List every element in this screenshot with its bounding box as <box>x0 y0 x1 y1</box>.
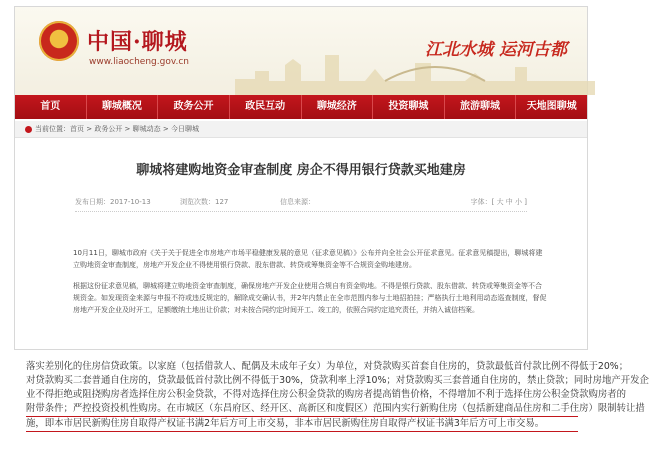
nav-item-home[interactable]: 首页 <box>15 95 87 119</box>
policy-line-underlined: 施，即本市居民新购住房自取得产权证书满2年后方可上市交易，非本市居民新购住房自取得产权证书满3年后方可上市交易。 <box>26 417 578 432</box>
policy-line-underlined: 附带条件；严控投资投机性购房。在市城区（东昌府区、经开区、高新区和度假区）范围内实行新购住房（包括新建商品住房和二手住房）限制转让措 <box>26 402 578 417</box>
info-source: 信息来源： <box>280 198 315 206</box>
policy-line: 落实差别化的住房信贷政策。以家庭（包括借款人、配偶及未成年子女）为单位，对贷款购买首套自住房的，贷款最低首付款比例不得低于20%； <box>26 361 629 372</box>
nav-item-tourism[interactable]: 旅游聊城 <box>445 95 517 119</box>
nav-item-overview[interactable]: 聊城概况 <box>87 95 159 119</box>
nav-item-investment[interactable]: 投资聊城 <box>373 95 445 119</box>
site-slogan: 江北水城 运河古都 <box>425 40 567 60</box>
article-paragraph-1: 10月11日，聊城市政府《关于关于促进全市房地产市场平稳健康发展的意见（征求意见稿）》公布并向全社会公开征求意见。征求意见稿提出，聊城将建立购地资金审查制度，房地产开发企业不得使用银行贷款、股东借款、转贷或筹集资金等不合规资金购地建房。 <box>73 249 543 269</box>
font-size-switcher[interactable]: 字体：[ 大 中 小 ] <box>470 198 527 206</box>
policy-text <box>26 360 649 432</box>
breadcrumb-text[interactable]: 当前位置：首页 > 政务公开 > 聊城动态 > 今日聊城 <box>35 125 199 133</box>
view-count: 浏览次数：127 <box>180 198 229 206</box>
site-banner <box>15 7 587 95</box>
article-title: 聊城将建购地资金审查制度 房企不得用银行贷款买地建房 <box>136 163 466 178</box>
publish-date: 发布日期：2017-10-13 <box>75 198 151 206</box>
location-pin-icon <box>25 126 32 133</box>
nav-item-economy[interactable]: 聊城经济 <box>302 95 374 119</box>
nav-item-interaction[interactable]: 政民互动 <box>230 95 302 119</box>
nav-item-map[interactable]: 天地图聊城 <box>526 101 577 112</box>
policy-line: 业不得拒绝或阻挠购房者选择住房公积金贷款，不得对选择住房公积金贷款的购房者提高销售价格，不得增加不利于选择住房公积金贷款购房者的 <box>26 389 627 400</box>
national-emblem-icon <box>39 21 79 61</box>
nav-item-government-affairs[interactable]: 政务公开 <box>158 95 230 119</box>
article-paragraph-2: 根据这份征求意见稿，聊城将建立购地资金审查制度，确保房地产开发企业使用合规自有资金购地。不得是银行贷款、股东借款、转贷或筹集资金等不合规资金。如发现资金来源与申报不符或违反规定的，解除成交确认书，并2年内禁止在全市范围内参与土地招拍挂；严格执行土地利用动态巡查制度，督促房地产开发企业及时开工，足额缴纳土地出让价款；对未按合同约定时间开工、竣工的，依照合同约定追究责任，并纳入诚信档案。 <box>73 282 547 314</box>
site-name[interactable]: 中国·聊城 <box>87 29 188 55</box>
website-screenshot <box>14 6 588 350</box>
policy-line: 对贷款购买二套普通自住房的，贷款最低首付款比例不得低于30%，贷款利率上浮10%；对贷款购买三套普通自住房的，禁止贷款；同时房地产开发企 <box>26 375 649 386</box>
site-url: www.liaocheng.gov.cn <box>89 57 189 67</box>
breadcrumb <box>15 121 587 138</box>
main-nav <box>15 95 587 119</box>
article-meta <box>75 197 527 212</box>
